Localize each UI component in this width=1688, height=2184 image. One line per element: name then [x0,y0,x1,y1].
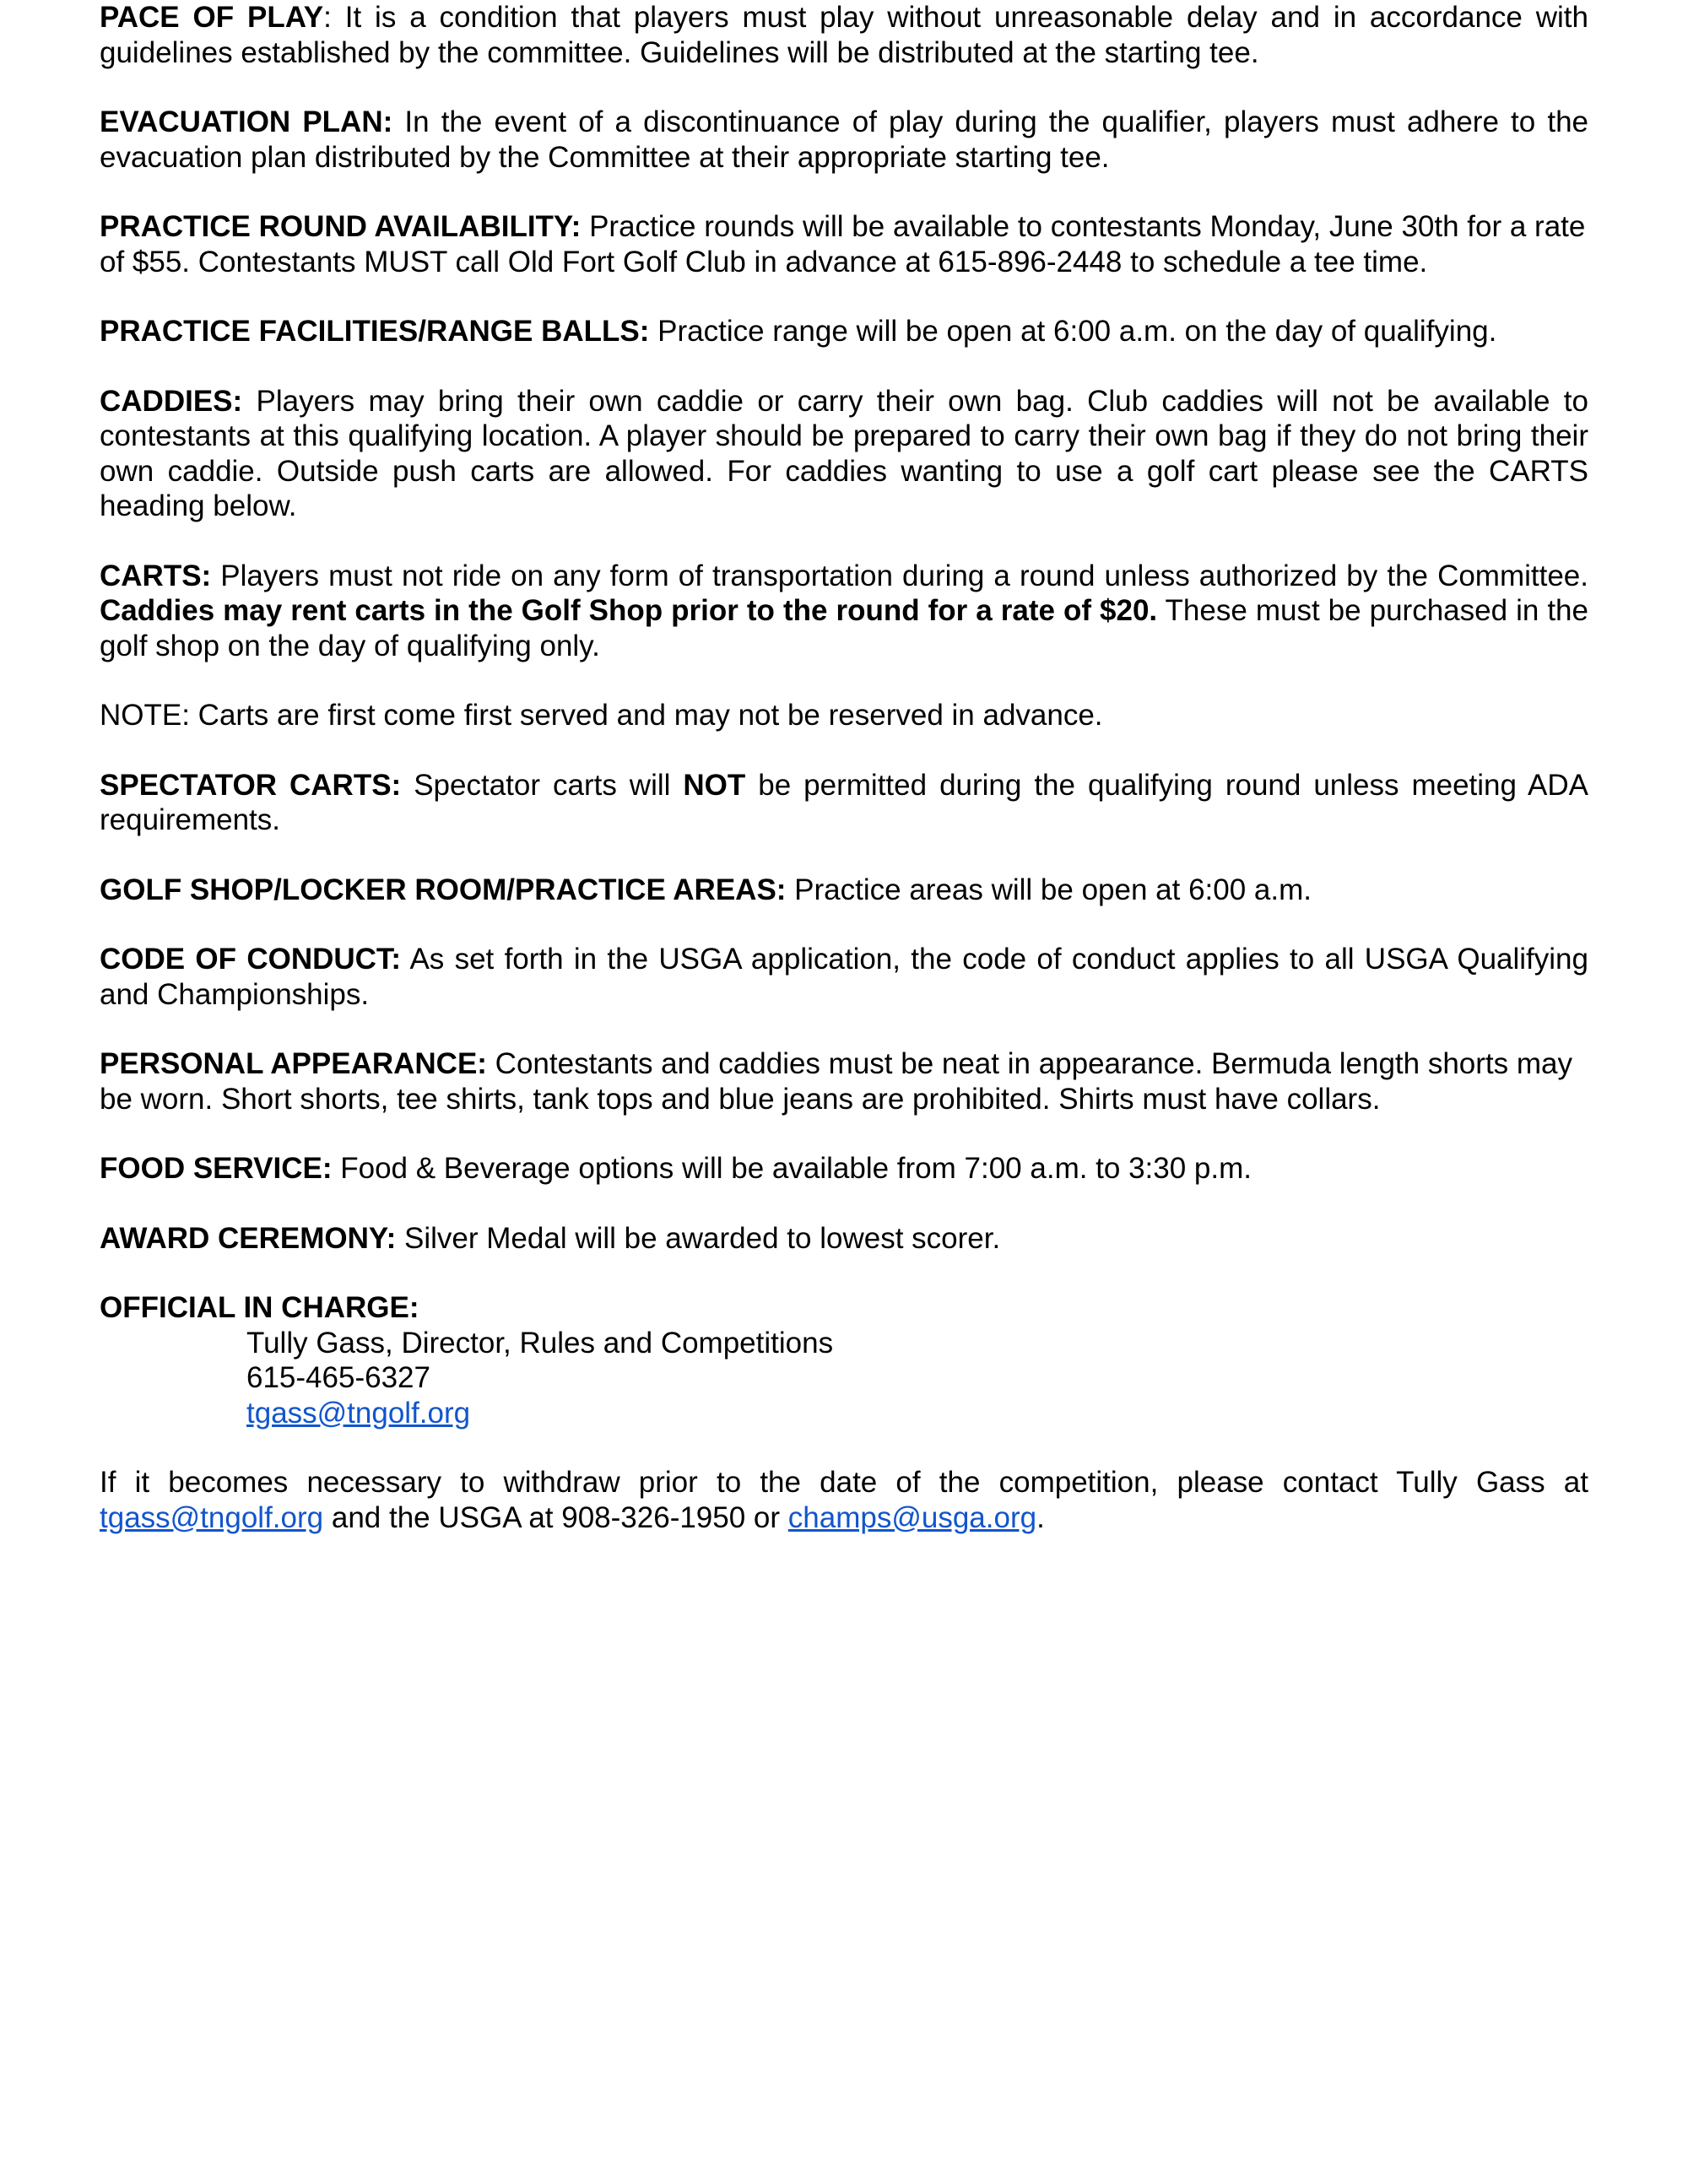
withdraw-usga-email-link[interactable]: champs@usga.org [787,1500,1037,1534]
personal-appearance-paragraph [100,1046,1588,1116]
award-ceremony-text: Silver Medal will be awarded to lowest scorer. [396,1221,1001,1255]
withdraw-paragraph [100,1465,1588,1535]
spectator-carts-text-after: be permitted during the qualifying round unless meeting ADA requirements. [100,768,1589,836]
withdraw-text-before: If it becomes necessary to withdraw prior to the date of the competition, please contact Tully Gass at [100,1466,1588,1499]
code-of-conduct-text: As set forth in the USGA application, the code of conduct applies to all USGA Qualifying and Championships. [100,943,1588,1011]
food-service-paragraph [100,1151,1588,1187]
evacuation-plan-paragraph [100,105,1588,175]
note-paragraph [100,698,1588,733]
official-email-link[interactable]: tgass@tngolf.org [246,1396,471,1430]
spectator-carts-heading: SPECTATOR CARTS: [100,768,402,802]
golf-shop-heading: GOLF SHOP/LOCKER ROOM/PRACTICE AREAS: [100,873,787,906]
code-of-conduct-paragraph [100,942,1588,1012]
caddies-text: Players may bring their own caddie or carry their own bag. Club caddies will not be available to contestants at this qualifying location. A player should be prepared to carry their own bag if they do not bring their own caddie. Outside push carts are allowed. For caddies wanting to use a golf cart please see the CARTS heading below. [100,384,1588,522]
pace-of-play-text: : It is a condition that players must play without unreasonable delay and in accordance with guidelines established by the committee. Guidelines will be distributed at the starting tee. [100,1,1588,69]
food-service-heading: FOOD SERVICE: [100,1152,333,1185]
carts-heading: CARTS: [100,559,212,592]
official-in-charge-heading: OFFICIAL IN CHARGE: [100,1291,419,1324]
official-in-charge-section [100,1290,1588,1430]
award-ceremony-heading: AWARD CEREMONY: [100,1221,397,1255]
official-name: Tully Gass, Director, Rules and Competitions [246,1326,834,1360]
carts-text-before: Players must not ride on any form of transportation during a round unless authorized by the Committee. [211,559,1588,592]
pace-of-play-paragraph [100,0,1588,70]
award-ceremony-paragraph [100,1221,1588,1257]
spectator-carts-text-before: Spectator carts will [401,768,684,802]
practice-round-paragraph [100,209,1588,279]
official-contact-block [100,1326,1588,1431]
caddies-paragraph [100,384,1588,524]
golf-shop-paragraph [100,873,1588,908]
carts-paragraph [100,559,1588,664]
official-phone: 615-465-6327 [246,1361,430,1394]
practice-facilities-paragraph [100,314,1588,349]
practice-facilities-text: Practice range will be open at 6:00 a.m. on the day of qualifying. [649,315,1497,348]
practice-round-text: Practice rounds will be available to contestants Monday, June 30th for a rate of $55. Contestants MUST call Old Fort Golf Club in advance at 615-896-2448 to schedule a tee time. [100,210,1586,278]
food-service-text: Food & Beverage options will be available from 7:00 a.m. to 3:30 p.m. [332,1152,1252,1185]
withdraw-text-middle: and the USGA at 908-326-1950 or [323,1500,788,1534]
personal-appearance-text: Contestants and caddies must be neat in appearance. Bermuda length shorts may be worn. Short shorts, tee shirts, tank tops and blue jeans are prohibited. Shirts must have collars. [100,1047,1572,1116]
code-of-conduct-heading: CODE OF CONDUCT: [100,943,402,976]
spectator-carts-bold-text: NOT [683,768,746,802]
withdraw-tngolf-email-link[interactable]: tgass@tngolf.org [100,1500,324,1534]
carts-bold-text: Caddies may rent carts in the Golf Shop prior to the round for a rate of $20. [100,594,1158,627]
note-text: NOTE: Carts are first come first served and may not be reserved in advance. [100,699,1103,732]
personal-appearance-heading: PERSONAL APPEARANCE: [100,1047,487,1080]
carts-text-after: These must be purchased in the golf shop on the day of qualifying only. [100,594,1588,662]
golf-shop-text: Practice areas will be open at 6:00 a.m. [786,873,1312,906]
practice-round-heading: PRACTICE ROUND AVAILABILITY: [100,210,582,243]
caddies-heading: CADDIES: [100,384,243,418]
spectator-carts-paragraph [100,768,1588,838]
evacuation-plan-text: In the event of a discontinuance of play during the qualifier, players must adhere to the evacuation plan distributed by the Committee at their appropriate starting tee. [100,105,1589,174]
pace-of-play-heading: PACE OF PLAY [100,1,324,34]
evacuation-plan-heading: EVACUATION PLAN: [100,105,393,138]
document-page [100,0,1588,1570]
practice-facilities-heading: PRACTICE FACILITIES/RANGE BALLS: [100,315,650,348]
withdraw-text-after: . [1036,1500,1045,1534]
